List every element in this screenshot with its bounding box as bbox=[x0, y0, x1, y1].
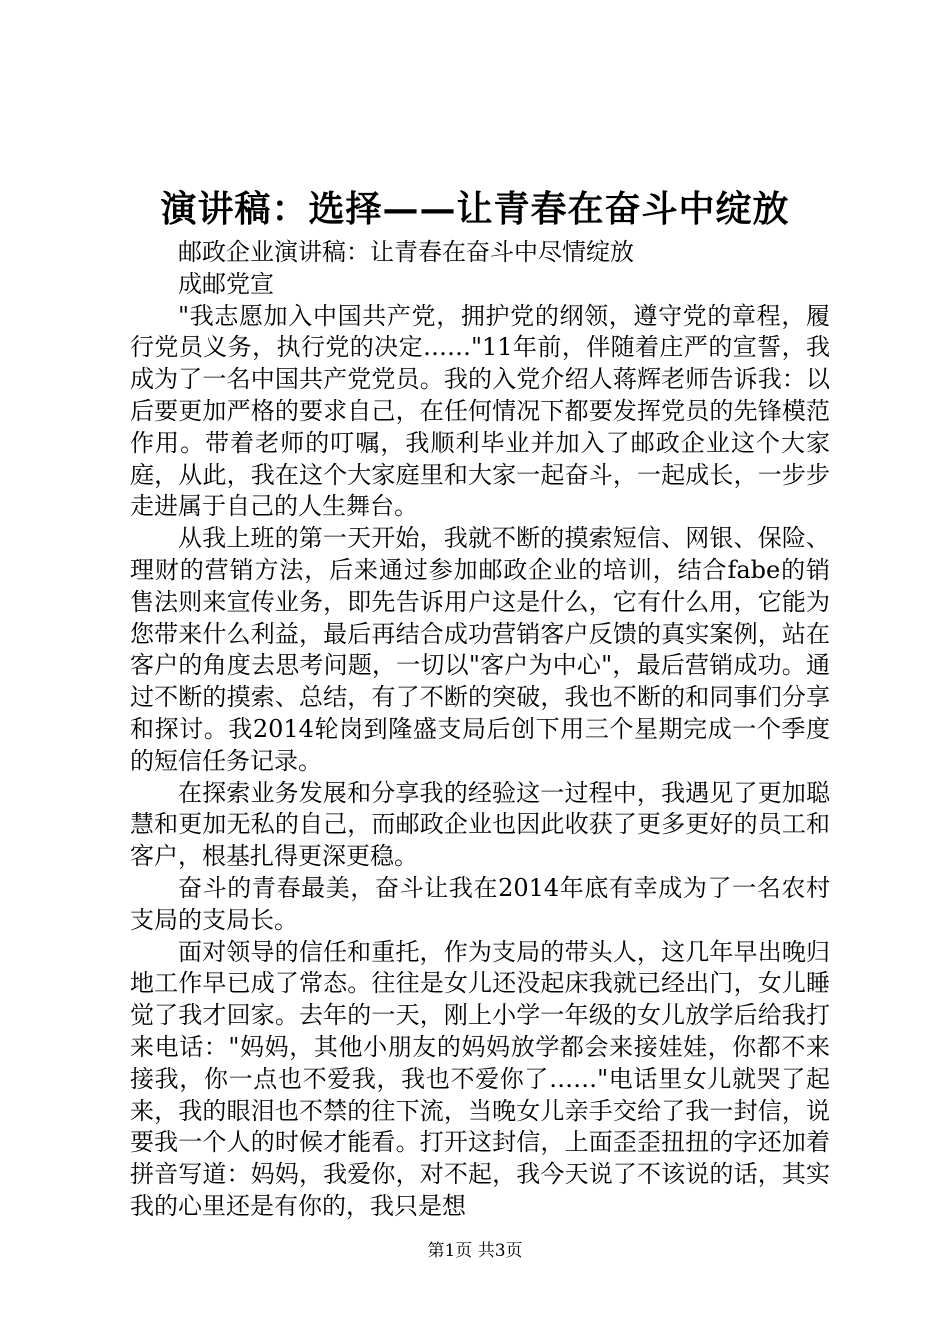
document-title: 演讲稿：选择——让青春在奋斗中绽放 bbox=[160, 188, 790, 230]
body-paragraph: 奋斗的青春最美，奋斗让我在2014年底有幸成为了一名农村支局的支局长。 bbox=[130, 873, 830, 934]
body-paragraph: 从我上班的第一天开始，我就不断的摸索短信、网银、保险、理财的营销方法，后来通过参加邮政企业的培训，结合fabe的销售法则来宣传业务，即先告诉用户这是什么，它有什么用，它能为您带来什么利益，最后再结合成功营销客户反馈的真实案例，站在客户的角度去思考问题，一切以"客户为中心"，最后营销成功。通过不断的摸索、总结，有了不断的突破，我也不断的和同事们分享和探讨。我2014轮岗到隆盛支局后创下用三个星期完成一个季度的短信任务记录。 bbox=[130, 524, 830, 775]
page-footer: 第1页 共3页 bbox=[427, 1241, 523, 1261]
author-line: 成邮党宣 bbox=[178, 269, 274, 298]
subtitle-paragraph: 邮政企业演讲稿：让青春在奋斗中尽情绽放 bbox=[178, 238, 634, 266]
body-paragraph: 面对领导的信任和重托，作为支局的带头人，这几年早出晚归地工作早已成了常态。往往是女儿还没起床我就已经出门，女儿睡觉了我才回家。去年的一天，刚上小学一年级的女儿放学后给我打来电话："妈妈，其他小朋友的妈妈放学都会来接娃娃，你都不来接我，你一点也不爱我，我也不爱你了……"电话里女儿就哭了起来，我的眼泪也不禁的往下流，当晚女儿亲手交给了我一封信，说要我一个人的时候才能看。打开这封信，上面歪歪扭扭的字还加着拼音写道：妈妈，我爱你，对不起，我今天说了不该说的话，其实我的心里还是有你的，我只是想 bbox=[130, 937, 830, 1220]
body-paragraph: 在探索业务发展和分享我的经验这一过程中，我遇见了更加聪慧和更加无私的自己，而邮政企业也因此收获了更多更好的员工和客户，根基扎得更深更稳。 bbox=[130, 778, 830, 871]
document-body bbox=[130, 237, 830, 1223]
body-paragraph: "我志愿加入中国共产党，拥护党的纲领，遵守党的章程，履行党员义务，执行党的决定……"11年前，伴随着庄严的宣誓，我成为了一名中国共产党党员。我的入党介绍人蒋辉老师告诉我：以后要更加严格的要求自己，在任何情况下都要发挥党员的先锋模范作用。带着老师的叮嘱，我顺利毕业并加入了邮政企业这个大家庭，从此，我在这个大家庭里和大家一起奋斗，一起成长，一步步走进属于自己的人生舞台。 bbox=[130, 301, 830, 521]
